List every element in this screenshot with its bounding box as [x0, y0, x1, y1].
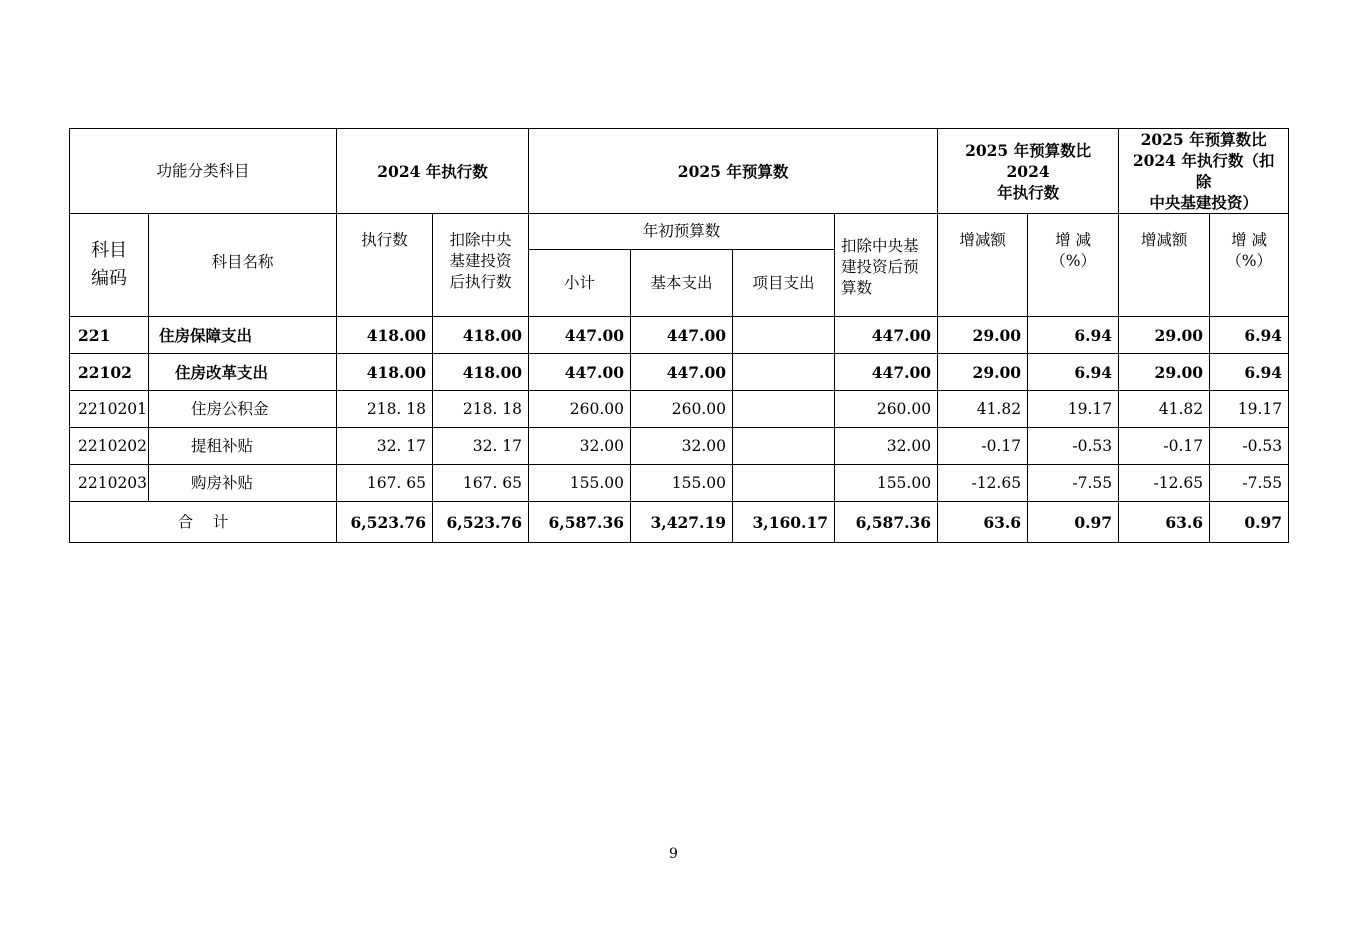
- total-change-percent-1: 0.97: [1028, 502, 1119, 543]
- change-percent-1: 19.17: [1028, 391, 1119, 428]
- total-row: [70, 502, 1289, 543]
- change-percent-1: -7.55: [1028, 465, 1119, 502]
- execution-deducted: 418.00: [433, 354, 529, 391]
- header-change-amount-1: 增减额: [938, 214, 1028, 317]
- subject-name: 住房保障支出: [149, 317, 337, 354]
- header-subject-code: 科目 编码: [70, 214, 149, 317]
- basic-expense: 32.00: [631, 428, 733, 465]
- execution-deducted: 167. 65: [433, 465, 529, 502]
- change-percent-1: 6.94: [1028, 317, 1119, 354]
- total-change-amount-2: 63.6: [1119, 502, 1210, 543]
- project-expense: [733, 354, 835, 391]
- execution: 418.00: [337, 317, 433, 354]
- subject-code: 2210203: [70, 465, 149, 502]
- header-project-expense: 项目支出: [733, 250, 835, 317]
- subject-name: 购房补贴: [149, 465, 337, 502]
- header-budget-deducted: 扣除中央基 建投资后预 算数: [835, 214, 938, 317]
- execution-deducted: 418.00: [433, 317, 529, 354]
- basic-expense: 155.00: [631, 465, 733, 502]
- project-expense: [733, 317, 835, 354]
- budget-deducted: 447.00: [835, 317, 938, 354]
- header-compare-2025-vs-2024: 2025 年预算数比 2024 年执行数: [938, 129, 1119, 214]
- page-number: 9: [669, 846, 678, 862]
- subtotal: 447.00: [529, 354, 631, 391]
- project-expense: [733, 391, 835, 428]
- execution: 32. 17: [337, 428, 433, 465]
- total-change-amount-1: 63.6: [938, 502, 1028, 543]
- table-row: [70, 354, 1289, 391]
- budget-deducted: 155.00: [835, 465, 938, 502]
- total-basic-expense: 3,427.19: [631, 502, 733, 543]
- header-change-percent-2: 增 减 （%）: [1210, 214, 1289, 317]
- header-row-2: [70, 214, 1289, 250]
- project-expense: [733, 465, 835, 502]
- header-initial-budget: 年初预算数: [529, 214, 835, 250]
- subject-code: 22102: [70, 354, 149, 391]
- change-amount-2: 41.82: [1119, 391, 1210, 428]
- total-execution-deducted: 6,523.76: [433, 502, 529, 543]
- change-percent-2: 19.17: [1210, 391, 1289, 428]
- table-row: [70, 317, 1289, 354]
- header-change-amount-2: 增减额: [1119, 214, 1210, 317]
- subject-name: 住房改革支出: [149, 354, 337, 391]
- header-2025-budget: 2025 年预算数: [529, 129, 938, 214]
- header-functional-subject: 功能分类科目: [70, 129, 337, 214]
- header-2024-execution: 2024 年执行数: [337, 129, 529, 214]
- total-label: 合 计: [70, 502, 337, 543]
- subtotal: 447.00: [529, 317, 631, 354]
- table-row: [70, 391, 1289, 428]
- subtotal: 32.00: [529, 428, 631, 465]
- change-amount-2: -12.65: [1119, 465, 1210, 502]
- budget-table: [69, 128, 1289, 543]
- execution: 418.00: [337, 354, 433, 391]
- subject-code: 2210202: [70, 428, 149, 465]
- budget-deducted: 260.00: [835, 391, 938, 428]
- execution: 218. 18: [337, 391, 433, 428]
- change-amount-2: 29.00: [1119, 354, 1210, 391]
- total-project-expense: 3,160.17: [733, 502, 835, 543]
- header-execution-deducted: 扣除中央 基建投资 后执行数: [433, 214, 529, 317]
- change-percent-2: -0.53: [1210, 428, 1289, 465]
- total-subtotal: 6,587.36: [529, 502, 631, 543]
- change-amount-1: 41.82: [938, 391, 1028, 428]
- change-percent-1: 6.94: [1028, 354, 1119, 391]
- total-execution: 6,523.76: [337, 502, 433, 543]
- total-budget-deducted: 6,587.36: [835, 502, 938, 543]
- header-row-1: [70, 129, 1289, 214]
- budget-deducted: 32.00: [835, 428, 938, 465]
- basic-expense: 447.00: [631, 354, 733, 391]
- header-compare-excluding-central: 2025 年预算数比 2024 年执行数（扣除 中央基建投资）: [1119, 129, 1289, 214]
- header-subject-name: 科目名称: [149, 214, 337, 317]
- change-percent-2: -7.55: [1210, 465, 1289, 502]
- header-subtotal: 小计: [529, 250, 631, 317]
- subject-name: 提租补贴: [149, 428, 337, 465]
- total-change-percent-2: 0.97: [1210, 502, 1289, 543]
- change-percent-2: 6.94: [1210, 354, 1289, 391]
- change-amount-1: 29.00: [938, 317, 1028, 354]
- execution: 167. 65: [337, 465, 433, 502]
- change-amount-1: -0.17: [938, 428, 1028, 465]
- header-basic-expense: 基本支出: [631, 250, 733, 317]
- table-row: [70, 465, 1289, 502]
- execution-deducted: 32. 17: [433, 428, 529, 465]
- project-expense: [733, 428, 835, 465]
- change-percent-2: 6.94: [1210, 317, 1289, 354]
- subtotal: 155.00: [529, 465, 631, 502]
- change-amount-1: -12.65: [938, 465, 1028, 502]
- execution-deducted: 218. 18: [433, 391, 529, 428]
- header-execution: 执行数: [337, 214, 433, 317]
- change-amount-2: 29.00: [1119, 317, 1210, 354]
- subject-name: 住房公积金: [149, 391, 337, 428]
- header-change-percent-1: 增 减 （%）: [1028, 214, 1119, 317]
- change-amount-1: 29.00: [938, 354, 1028, 391]
- basic-expense: 447.00: [631, 317, 733, 354]
- table-row: [70, 428, 1289, 465]
- subtotal: 260.00: [529, 391, 631, 428]
- change-amount-2: -0.17: [1119, 428, 1210, 465]
- subject-code: 221: [70, 317, 149, 354]
- subject-code: 2210201: [70, 391, 149, 428]
- budget-deducted: 447.00: [835, 354, 938, 391]
- change-percent-1: -0.53: [1028, 428, 1119, 465]
- basic-expense: 260.00: [631, 391, 733, 428]
